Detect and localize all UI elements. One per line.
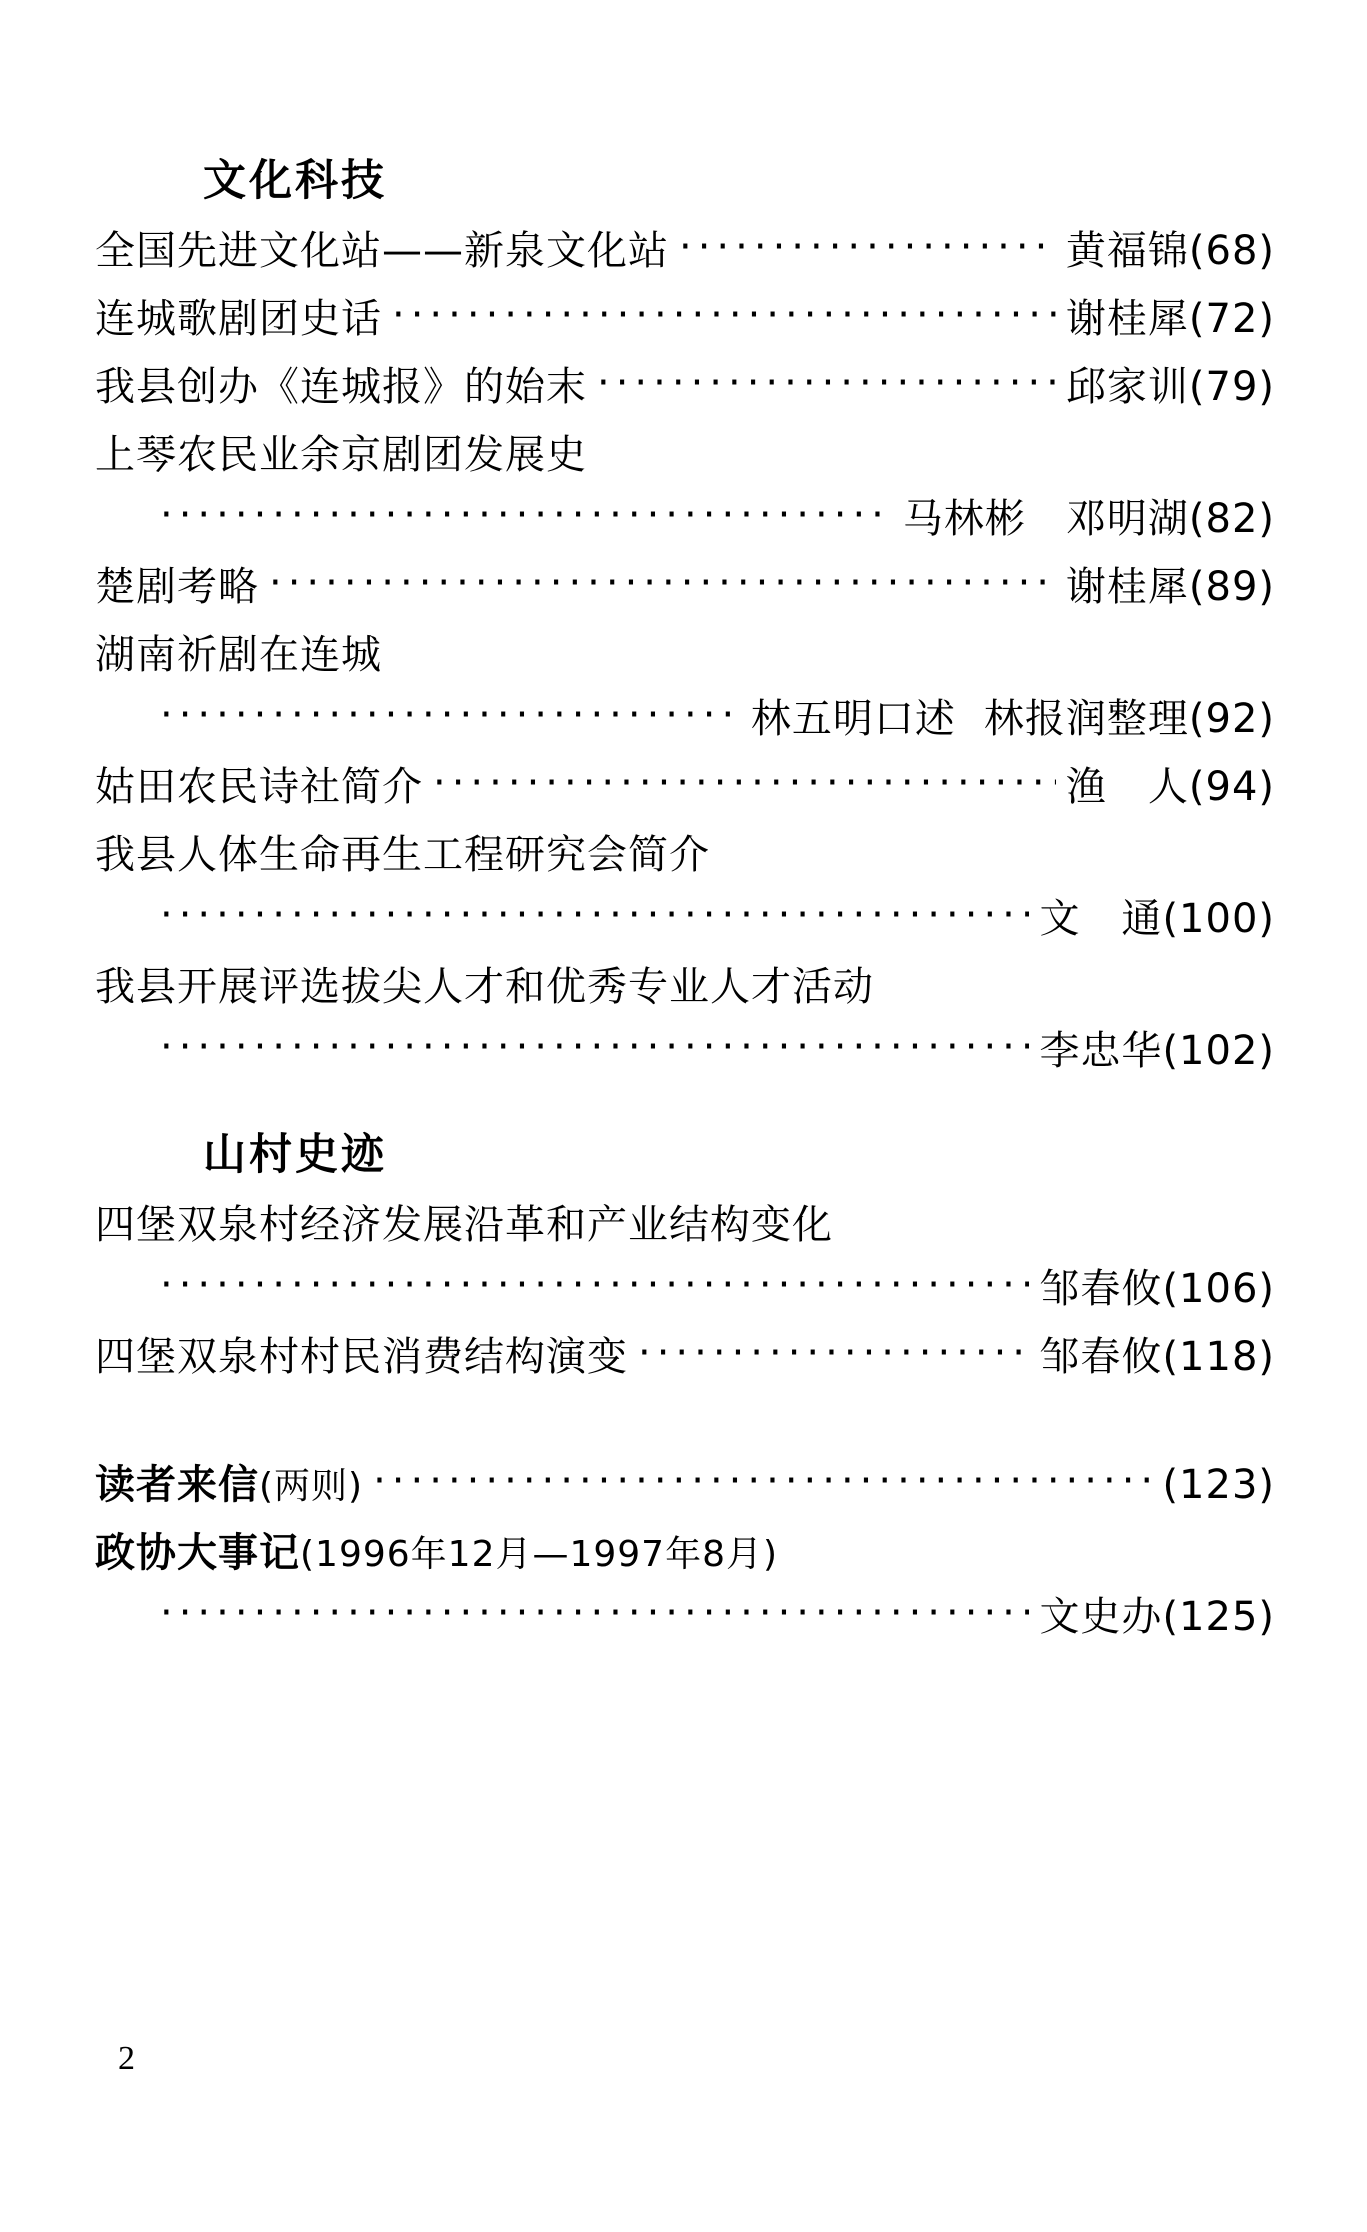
entry-title: 姑田农民诗社简介 xyxy=(95,763,423,810)
entry-title: 上琴农民业余京剧团发展史 xyxy=(95,431,587,478)
entry-title xyxy=(95,1530,778,1576)
entry-author-secondary: 邓明湖 xyxy=(1065,495,1189,542)
entry-author: 邹春攸 xyxy=(1039,1333,1163,1380)
entry-author: 林五明口述 xyxy=(750,695,956,742)
toc-entry[interactable] xyxy=(95,1194,1275,1256)
entry-author: 渔 人 xyxy=(1065,763,1189,810)
entry-page: (102) xyxy=(1162,1027,1275,1074)
dot-leader xyxy=(160,1582,1029,1644)
entry-author-page xyxy=(1066,220,1275,282)
toc-entry[interactable] xyxy=(95,624,1275,686)
entry-author: 李忠华 xyxy=(1039,1027,1163,1074)
toc-entry[interactable] xyxy=(95,556,1275,618)
entry-title-note: (1996年12月—1997年8月) xyxy=(300,1533,779,1575)
entry-author: 马林彬 xyxy=(902,495,1026,542)
dot-leader xyxy=(160,1254,1029,1316)
entry-title: 全国先进文化站——新泉文化站 xyxy=(95,227,669,274)
entry-author: 文 通 xyxy=(1039,895,1163,942)
section-heading-village-history: 山村史迹 xyxy=(203,1129,387,1180)
toc-entry[interactable] xyxy=(95,220,1275,282)
page-number: 2 xyxy=(118,2040,135,2077)
toc-entry-reader-letters[interactable] xyxy=(95,1454,1275,1516)
toc-entry[interactable] xyxy=(95,824,1275,886)
entry-title-bold: 读者来信 xyxy=(95,1461,259,1508)
dot-leader xyxy=(679,216,1056,278)
entry-page: (92) xyxy=(1188,695,1275,742)
toc-entry[interactable] xyxy=(95,424,1275,486)
dot-leader xyxy=(638,1322,1029,1384)
entry-author-page xyxy=(1039,1020,1275,1082)
dot-leader xyxy=(392,284,1056,346)
toc-entry-chronicle[interactable] xyxy=(95,1522,1275,1584)
dot-leader xyxy=(160,484,893,546)
entry-author-page xyxy=(1066,756,1275,818)
toc-entry[interactable] xyxy=(95,356,1275,418)
entry-author-page xyxy=(1039,888,1275,950)
entry-author: 黄福锦 xyxy=(1065,227,1189,274)
entry-page: (100) xyxy=(1162,895,1275,942)
entry-page: (125) xyxy=(1162,1593,1275,1640)
toc-entry[interactable] xyxy=(95,756,1275,818)
toc-entry-continuation xyxy=(95,1586,1275,1648)
entry-title xyxy=(95,1454,363,1516)
entry-title: 湖南祈剧在连城 xyxy=(95,631,382,678)
toc-entry[interactable] xyxy=(95,956,1275,1018)
entry-title: 我县开展评选拔尖人才和优秀专业人才活动 xyxy=(95,963,874,1010)
entry-page: (79) xyxy=(1188,363,1275,410)
entry-author-secondary: 林报润整理 xyxy=(983,695,1189,742)
dot-leader xyxy=(160,884,1029,946)
entry-page: (94) xyxy=(1188,763,1275,810)
entry-author-page xyxy=(1039,1258,1275,1320)
entry-author-page xyxy=(1066,288,1275,350)
entry-author: 文史办 xyxy=(1039,1593,1163,1640)
section-heading-culture-tech: 文化科技 xyxy=(203,156,387,206)
entry-page: (68) xyxy=(1188,227,1275,274)
dot-leader xyxy=(269,552,1056,614)
toc-entry-continuation xyxy=(95,488,1275,550)
dot-leader xyxy=(373,1450,1152,1512)
entry-title: 连城歌剧团史话 xyxy=(95,295,382,342)
toc-entry[interactable] xyxy=(95,288,1275,350)
dot-leader xyxy=(433,752,1056,814)
entry-page: (89) xyxy=(1188,563,1275,610)
dot-leader xyxy=(597,352,1056,414)
entry-title-bold: 政协大事记 xyxy=(95,1529,300,1576)
entry-title: 楚剧考略 xyxy=(95,563,259,610)
entry-author-page xyxy=(751,688,1275,750)
dot-leader xyxy=(160,684,741,746)
entry-page: (118) xyxy=(1162,1333,1275,1380)
entry-title: 我县人体生命再生工程研究会简介 xyxy=(95,831,710,878)
entry-author-page xyxy=(1066,556,1275,618)
entry-title-note: (两则) xyxy=(259,1465,364,1507)
entry-author: 谢桂犀 xyxy=(1065,563,1189,610)
toc-entry-continuation xyxy=(95,688,1275,750)
toc-entry-continuation xyxy=(95,1258,1275,1320)
entry-author: 邱家训 xyxy=(1065,363,1189,410)
toc-entry-continuation xyxy=(95,1020,1275,1082)
entry-page: (123) xyxy=(1162,1461,1275,1508)
dot-leader xyxy=(160,1016,1029,1078)
toc-content xyxy=(95,140,1275,1654)
entry-title: 四堡双泉村村民消费结构演变 xyxy=(95,1333,628,1380)
entry-author: 邹春攸 xyxy=(1039,1265,1163,1312)
section-spacer xyxy=(95,1394,1275,1448)
toc-entry-continuation xyxy=(95,888,1275,950)
entry-author-page xyxy=(1039,1586,1275,1648)
entry-page: (106) xyxy=(1162,1265,1275,1312)
entry-author-page xyxy=(1066,356,1275,418)
entry-author-page xyxy=(903,488,1275,550)
entry-page: (72) xyxy=(1188,295,1275,342)
toc-entry[interactable] xyxy=(95,1326,1275,1388)
entry-title: 四堡双泉村经济发展沿革和产业结构变化 xyxy=(95,1201,833,1248)
entry-title: 我县创办《连城报》的始末 xyxy=(95,363,587,410)
entry-author-page xyxy=(1039,1326,1275,1388)
entry-page: (82) xyxy=(1188,495,1275,542)
entry-author: 谢桂犀 xyxy=(1065,295,1189,342)
